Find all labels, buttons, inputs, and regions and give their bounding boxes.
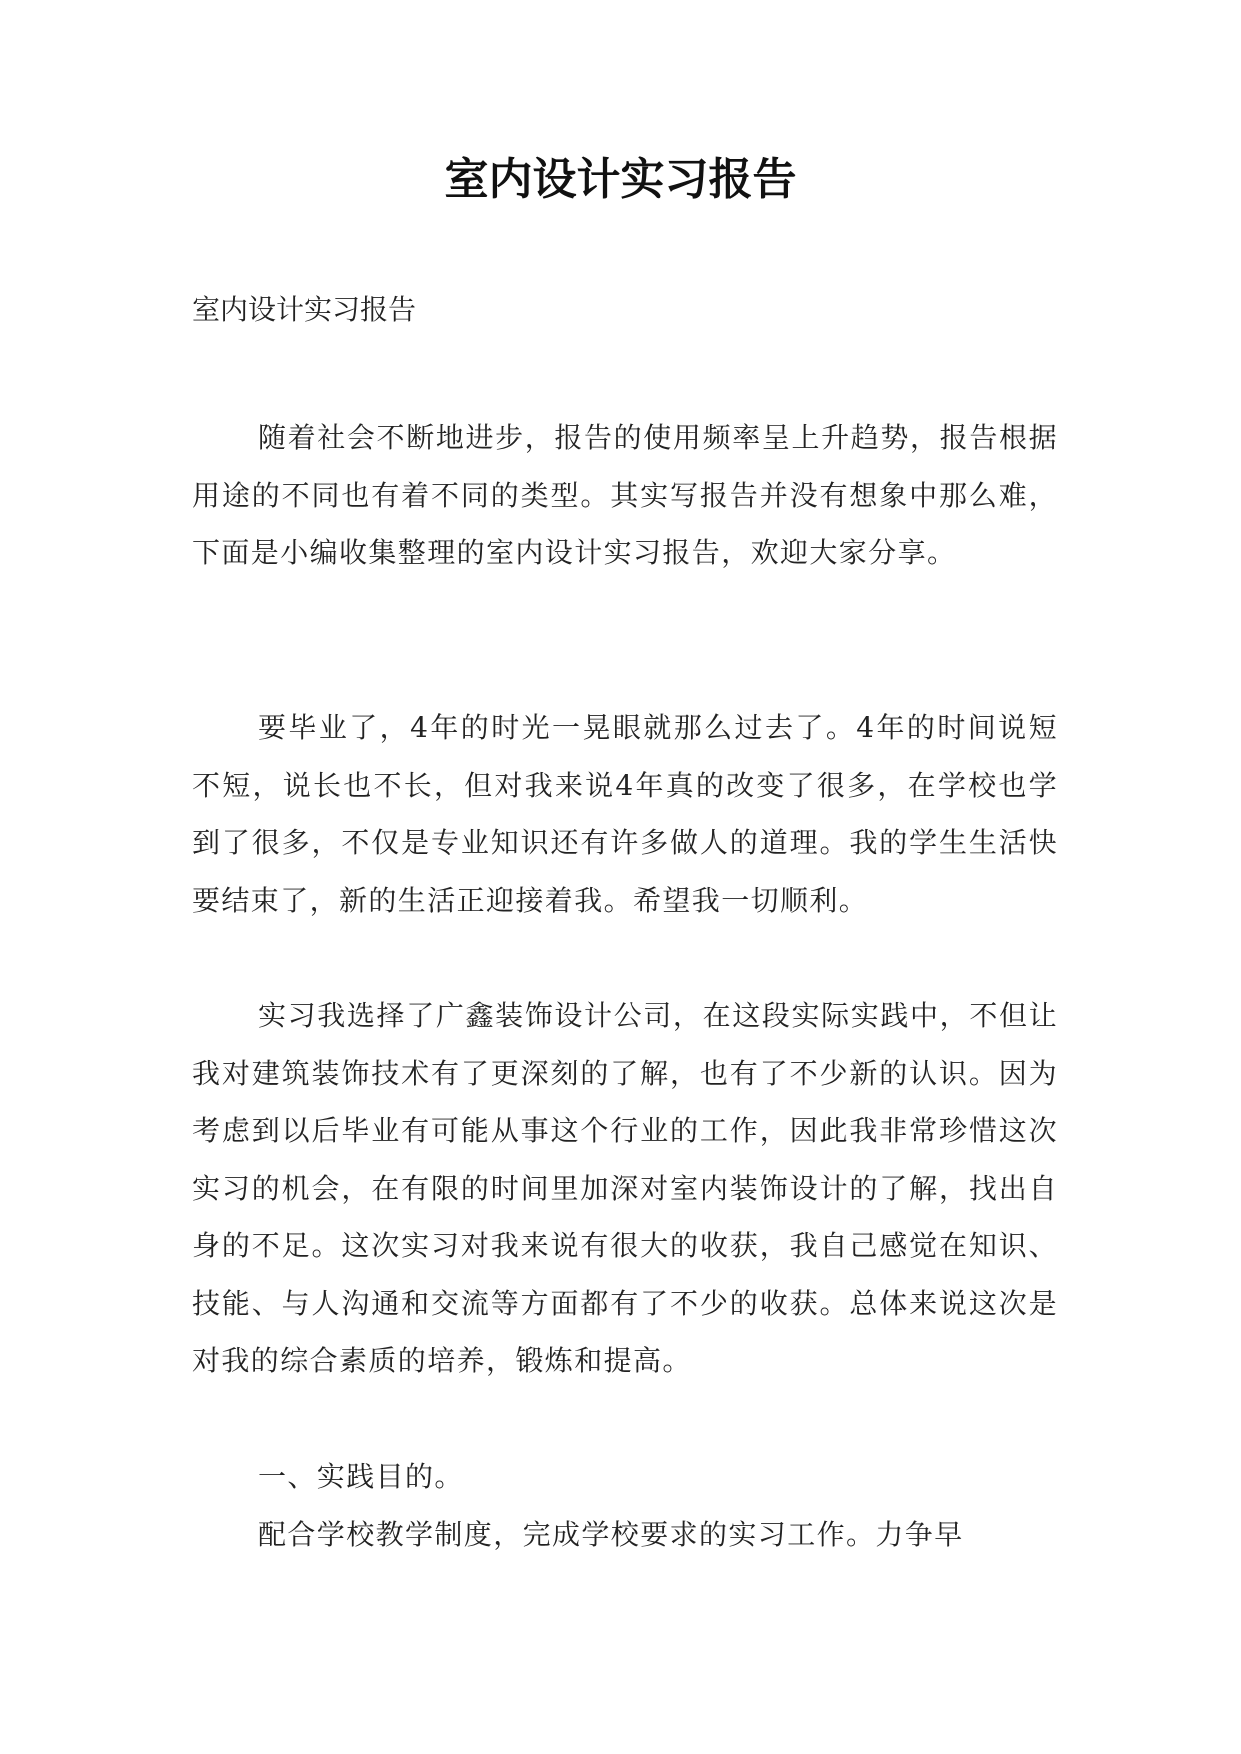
paragraph-internship: 实习我选择了广鑫装饰设计公司，在这段实际实践中，不但让我对建筑装饰技术有了更深刻的了解，也有了不少新的认识。因为考虑到以后毕业有可能从事这个行业的工作，因此我非常珍惜这次实习的机会，在有限的时间里加深对室内装饰设计的了解，找出自身的不足。这次实习对我来说有很大的收获，我自己感觉在知识、技能、与人沟通和交流等方面都有了不少的收获。总体来说这次是对我的综合素质的培养，锻炼和提高。	[192, 999, 1058, 1377]
paragraph-graduation: 要毕业了，4年的时光一晃眼就那么过去了。4年的时间说短不短，说长也不长，但对我来说4年真的改变了很多，在学校也学到了很多，不仅是专业知识还有许多做人的道理。我的学生生活快要结束了，新的生活正迎接着我。希望我一切顺利。	[192, 711, 1058, 917]
paragraph-intro: 随着社会不断地进步，报告的使用频率呈上升趋势，报告根据用途的不同也有着不同的类型。其实写报告并没有想象中那么难，下面是小编收集整理的室内设计实习报告，欢迎大家分享。	[192, 421, 1058, 569]
section-heading-purpose: 一、实践目的。	[258, 1460, 464, 1493]
document-subtitle: 室内设计实习报告	[192, 293, 417, 326]
document-title: 室内设计实习报告	[444, 154, 797, 205]
paragraph-purpose: 配合学校教学制度，完成学校要求的实习工作。力争早	[258, 1518, 964, 1551]
